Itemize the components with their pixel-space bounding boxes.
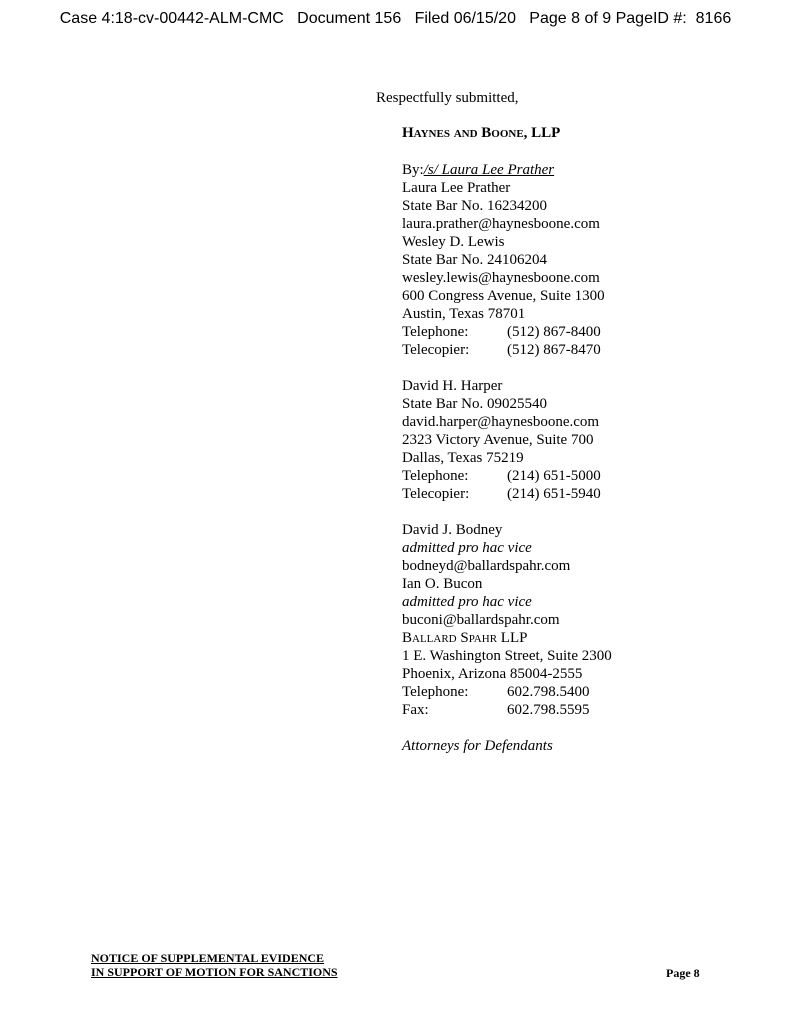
- telephone-value: (214) 651-5000: [507, 468, 601, 484]
- street-address: 1 E. Washington Street, Suite 2300: [402, 648, 612, 664]
- email: laura.prather@haynesboone.com: [402, 216, 600, 232]
- pro-hac-vice-note: admitted pro hac vice: [402, 594, 532, 610]
- city-state-zip: Dallas, Texas 75219: [402, 450, 524, 466]
- spacer: [402, 719, 612, 737]
- electronic-signature: /s/ Laura Lee Prather: [423, 162, 555, 178]
- street-address: 600 Congress Avenue, Suite 1300: [402, 288, 605, 304]
- email: bodneyd@ballardspahr.com: [402, 558, 571, 574]
- firm-name: Ballard Spahr LLP: [402, 630, 528, 646]
- telecopier-value: (512) 867-8470: [507, 342, 601, 358]
- telephone-label: Telephone:: [402, 468, 469, 484]
- telephone-label: Telephone:: [402, 324, 469, 340]
- telecopier-row: [402, 341, 605, 359]
- pro-hac-vice-note: admitted pro hac vice: [402, 540, 532, 556]
- attorney-name: David J. Bodney: [402, 522, 503, 538]
- fax-value: 602.798.5595: [507, 702, 590, 718]
- telephone-value: (512) 867-8400: [507, 324, 601, 340]
- attorney-name: Wesley D. Lewis: [402, 234, 505, 250]
- city-state-zip: Phoenix, Arizona 85004-2555: [402, 666, 583, 682]
- telephone-value: 602.798.5400: [507, 684, 590, 700]
- fax-row: [402, 701, 612, 719]
- footer-title-line-2: IN SUPPORT OF MOTION FOR SANCTIONS: [91, 965, 338, 979]
- telephone-row: [402, 467, 601, 485]
- telecopier-label: Telecopier:: [402, 342, 470, 358]
- email: wesley.lewis@haynesboone.com: [402, 270, 600, 286]
- city-state-zip: Austin, Texas 78701: [402, 306, 526, 322]
- attorney-block-1: [402, 179, 605, 359]
- telephone-row: [402, 683, 612, 701]
- attorney-block-3: [402, 521, 612, 755]
- email: buconi@ballardspahr.com: [402, 612, 560, 628]
- attorney-name: Ian O. Bucon: [402, 576, 483, 592]
- telephone-row: [402, 323, 605, 341]
- telecopier-value: (214) 651-5940: [507, 486, 601, 502]
- state-bar-number: State Bar No. 16234200: [402, 198, 547, 214]
- attorney-name: David H. Harper: [402, 378, 503, 394]
- attorney-name: Laura Lee Prather: [402, 180, 511, 196]
- telecopier-label: Telecopier:: [402, 486, 470, 502]
- attorney-block-2: [402, 377, 601, 503]
- signature-line: [402, 161, 554, 179]
- state-bar-number: State Bar No. 09025540: [402, 396, 547, 412]
- state-bar-number: State Bar No. 24106204: [402, 252, 547, 268]
- street-address: 2323 Victory Avenue, Suite 700: [402, 432, 594, 448]
- email: david.harper@haynesboone.com: [402, 414, 600, 430]
- firm-name: Haynes and Boone, LLP: [402, 125, 561, 141]
- respectfully-submitted: Respectfully submitted,: [376, 90, 519, 106]
- telecopier-row: [402, 485, 601, 503]
- footer-title-line-1: NOTICE OF SUPPLEMENTAL EVIDENCE: [91, 951, 325, 965]
- by-prefix: By:: [402, 162, 424, 178]
- attorneys-for-defendants: Attorneys for Defendants: [402, 738, 553, 754]
- fax-label: Fax:: [402, 702, 429, 718]
- case-header: Case 4:18-cv-00442-ALM-CMC Document 156 Filed 06/15/20 Page 8 of 9 PageID #: 8166: [59, 10, 732, 27]
- page-number: Page 8: [666, 966, 700, 980]
- document-title-footer: [91, 951, 338, 979]
- telephone-label: Telephone:: [402, 684, 469, 700]
